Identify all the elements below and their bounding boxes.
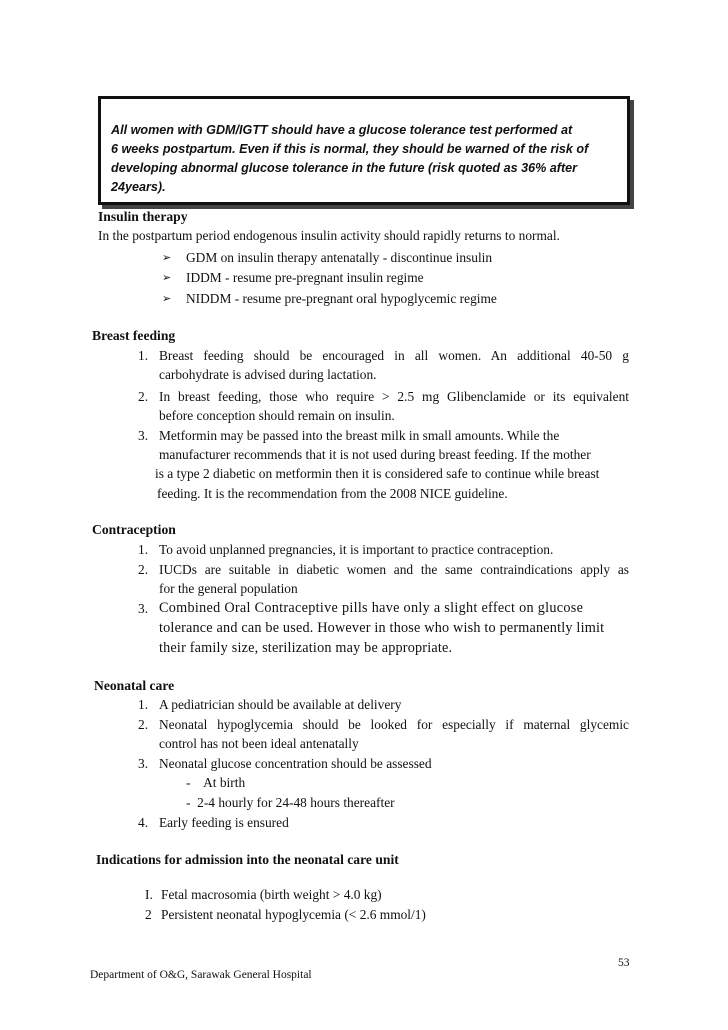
list-item-text: for the general population [159,581,298,596]
list-number: 3. [138,756,149,771]
list-item-text: Early feeding is ensured [159,815,289,830]
list-item-text: In breast feeding, those who require > 2.5 mg Glibenclamide or its equivalent [159,389,629,404]
list-item-text: carbohydrate is advised during lactation. [159,367,377,382]
callout-line: 6 weeks postpartum. Even if this is normal, they should be warned of the risk of [111,142,589,156]
list-number: I. [145,887,153,902]
callout-line: All women with GDM/IGTT should have a glucose tolerance test performed at [111,123,573,137]
list-number: 4. [138,815,149,830]
footer-department: Department of O&G, Sarawak General Hospital [90,969,312,981]
page-number: 53 [618,957,630,969]
callout-box [98,96,630,205]
list-number: 3. [138,428,149,443]
list-item-text: their family size, sterilization may be appropriate. [159,640,453,656]
callout-line: 24years). [111,180,166,194]
insulin-bullet: IDDM - resume pre-pregnant insulin regime [186,270,424,285]
list-item-text: Fetal macrosomia (birth weight > 4.0 kg) [161,887,382,902]
list-item-text: Breast feeding should be encouraged in all women. An additional 40-50 g [159,348,629,363]
list-number: 2. [138,389,149,404]
list-item-text: before conception should remain on insulin. [159,408,395,423]
list-item-text: IUCDs are suitable in diabetic women and the same contraindications apply as [159,562,629,577]
list-number: 1. [138,697,149,712]
list-item-text: control has not been ideal antenatally [159,736,359,751]
section-heading-insulin-therapy: Insulin therapy [98,209,188,224]
section-heading-neonatal-care: Neonatal care [94,678,175,693]
list-item-text: A pediatrician should be available at delivery [159,697,402,712]
list-item-text: tolerance and can be used. However in those who wish to permanently limit [159,620,605,636]
list-number: 2 [145,907,152,922]
list-number: 1. [138,542,149,557]
arrow-bullet-icon: ➢ [162,252,172,264]
list-item-text: Neonatal hypoglycemia should be looked for especially if maternal glycemic [159,717,629,732]
list-item-text: Neonatal glucose concentration should be assessed [159,756,432,771]
list-number: 2. [138,562,149,577]
list-number: 2. [138,717,149,732]
insulin-intro: In the postpartum period endogenous insulin activity should rapidly returns to normal. [98,228,560,243]
sub-list-item: - 2-4 hourly for 24-48 hours thereafter [186,795,395,810]
list-number: 1. [138,348,149,363]
sub-list-item: - At birth [186,775,246,790]
callout-text [111,121,623,197]
list-item-text: manufacturer recommends that it is not used during breast feeding. If the mother [159,447,591,462]
callout-line: developing abnormal glucose tolerance in the future (risk quoted as 36% after [111,161,578,175]
list-item-text: feeding. It is the recommendation from the 2008 NICE guideline. [157,486,508,501]
list-item-text: Combined Oral Contraceptive pills have only a slight effect on glucose [159,600,584,616]
list-item-text: is a type 2 diabetic on metformin then it is considered safe to continue while breast [155,466,600,481]
section-heading-contraception: Contraception [92,522,176,537]
list-item-text: Persistent neonatal hypoglycemia (< 2.6 mmol/1) [161,907,426,922]
insulin-bullet: NIDDM - resume pre-pregnant oral hypoglycemic regime [186,291,497,306]
list-item-text: Metformin may be passed into the breast milk in small amounts. While the [159,428,560,443]
insulin-bullet: GDM on insulin therapy antenatally - discontinue insulin [186,250,493,265]
list-item-text: To avoid unplanned pregnancies, it is important to practice contraception. [159,542,554,557]
arrow-bullet-icon: ➢ [162,272,172,284]
list-number: 3. [138,601,149,616]
section-heading-admission-indications: Indications for admission into the neonatal care unit [96,852,399,867]
section-heading-breast-feeding: Breast feeding [92,328,176,343]
arrow-bullet-icon: ➢ [162,293,172,305]
